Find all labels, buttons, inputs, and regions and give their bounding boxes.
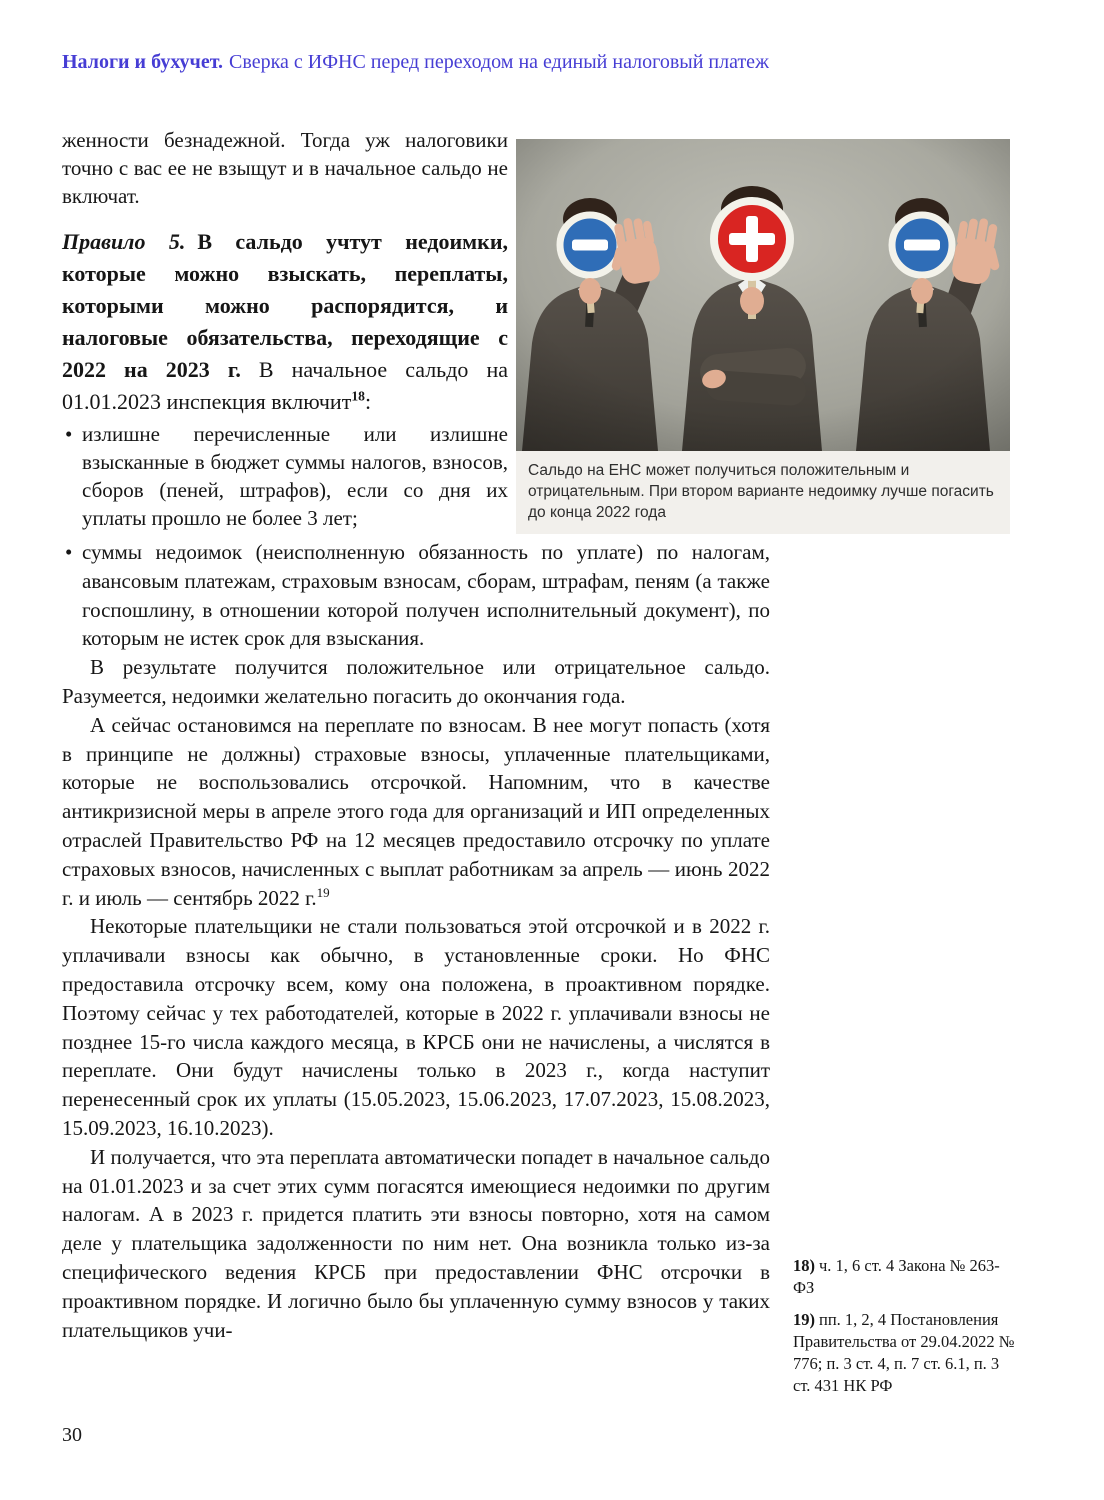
footnote-text: ч. 1, 6 ст. 4 Закона № 263-ФЗ — [793, 1256, 1000, 1297]
rule-title: В сальдо учтут недоимки, которые можно взыскать, переплаты, которыми можно распорядится, и налоговые обязательства, переходящие с 2022 на 2023 г. — [62, 229, 508, 382]
vignette-overlay — [516, 139, 1010, 451]
paragraph-conclusion: И получается, что эта переплата автоматически попадет в начальное сальдо на 01.01.2023 и за счет этих сумм погасятся имеющиеся недоимки по другим налогам. А в 2023 г. придется платить эти взносы повторно, хотя на самом деле у плательщика задолженности по ним нет. Она возникла только из-за специфического ведения КРСБ при предоставлении ФНС отсрочки в проактивном порядке. И логично было бы уплаченную сумму взносов у таких плательщиков учи- — [62, 1144, 770, 1342]
photo-caption: Сальдо на ЕНС может получиться положительным и отрицательным. При втором варианте недоимку лучше погасить до конца 2022 года — [516, 451, 1010, 534]
rule-lead: В начальное сальдо на 01.01.2023 инспекция включит — [62, 357, 509, 414]
rubric-label: Налоги и бухучет. — [62, 51, 224, 73]
footnote-19 — [793, 1309, 1019, 1397]
footnote-number: 18) — [793, 1256, 815, 1275]
photo-illustration — [516, 139, 1010, 451]
article-title: Сверка с ИФНС перед переходом на единый налоговый платеж — [229, 51, 769, 73]
photo-figure — [516, 139, 1010, 534]
rule-label: Правило 5. — [62, 229, 186, 254]
bullet-item: • суммы недоимок (неисполненную обязанность по уплате) по налогам, авансовым платежам, страховым взносам, сборам, штрафам, пеням (а также госпошлину, в отношении которой получен исполнительный документ), по которым не истек срок для взыскания. — [62, 538, 770, 653]
footnotes — [793, 1255, 1019, 1407]
footnote-ref-19: 19 — [316, 884, 330, 900]
left-column — [62, 126, 508, 532]
paragraph-overpay: А сейчас остановимся на переплате по взносам. В нее могут попасть (хотя в принципе не должны) страховые взносы, уплаченные плательщиками, которые не воспользовались отсрочкой. Напомним, что в качестве антикризисной меры в апреле этого года для организаций и ИП определенных отраслей Правительство РФ на 12 месяцев предоставило отсрочку по уплате страховых взносов, начисленных с выплат работникам за апрель — июнь 2022 г. и июль — сентябрь 2022 г.$^{19}$ — [62, 712, 770, 910]
page-number: 30 — [62, 1424, 82, 1446]
footnote-text: пп. 1, 2, 4 Постановления Правительства от 29.04.2022 № 776; п. 3 ст. 4, п. 7 ст. 6.1, п. 3 ст. 431 НК РФ — [793, 1310, 1015, 1395]
footnote-18 — [793, 1255, 1019, 1299]
bullet-item: • излишне перечисленные или излишне взысканные в бюджет суммы налогов, взносов, сборов (пеней, штрафов), если со дня их уплаты прошло не более 3 лет; — [62, 420, 508, 532]
body-column — [62, 536, 770, 1344]
rule-lead-colon: : — [364, 389, 372, 414]
footnote-ref-18: 18 — [351, 388, 365, 404]
paragraph-result: В результате получится положительное или отрицательное сальдо. Разумеется, недоимки желательно погасить до окончания года. — [62, 655, 770, 708]
paragraph-deferral: Некоторые плательщики не стали пользоваться этой отсрочкой и в 2022 г. уплачивали взносы как обычно, в установленные сроки. Но ФНС предоставила отсрочку всем, кому она положена, в проактивном порядке. Поэтому сейчас у тех работодателей, которые в 2022 г. уплачивали взносы не позднее 15-го числа каждого месяца, в КРСБ они не начислены, а числятся в переплате. Они будут начислены только в 2023 г., когда наступит перенесенный срок их уплаты (15.05.2023, 15.06.2023, 17.07.2023, 15.08.2023, 15.09.2023, 16.10.2023). — [62, 914, 770, 1140]
intro-paragraph: женности безнадежной. Тогда уж налоговики точно с вас ее не взыщут и в начальное сальдо не включат. — [62, 128, 508, 208]
footnote-number: 19) — [793, 1310, 815, 1329]
running-head — [62, 50, 1062, 74]
rule-heading — [62, 226, 508, 418]
